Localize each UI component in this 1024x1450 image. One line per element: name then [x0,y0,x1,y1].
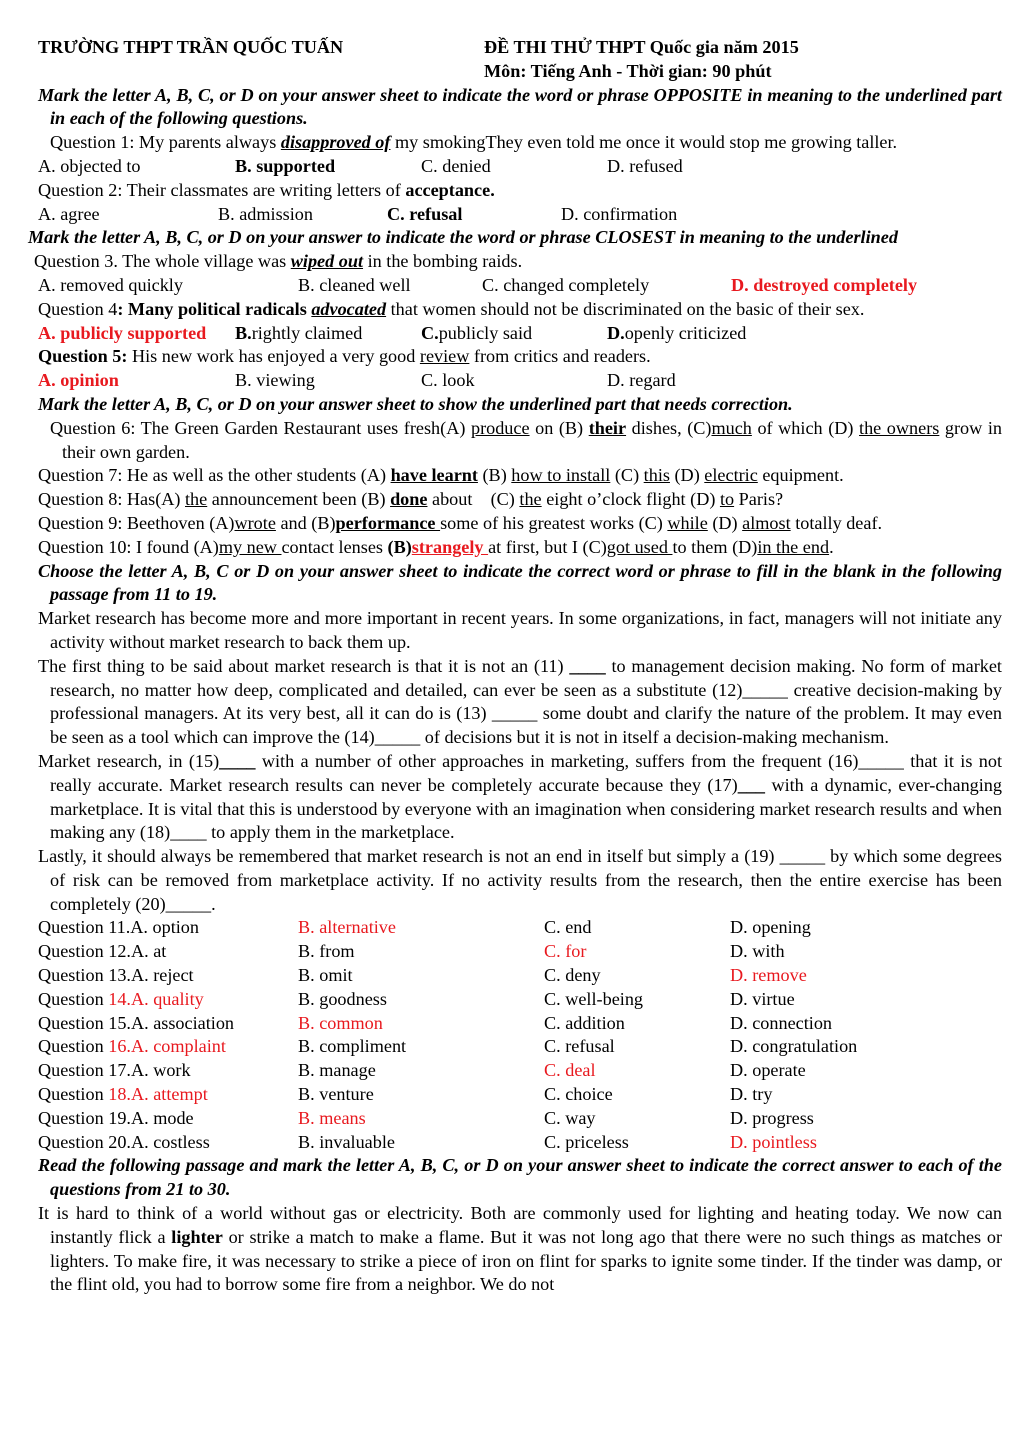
instruction-reading: Read the following passage and mark the letter A, B, C, or D on your answer sheet to indicate the correct answer to each of the questions from 21 to 30. [38,1155,1002,1200]
q18-option-c: C. choice [544,1084,613,1105]
reading-passage [38,1202,1002,1297]
q18-option-a: 18.A. attempt [108,1084,208,1105]
q17-option-c: C. deal [544,1060,596,1081]
q19-label: Question 19. [38,1107,131,1128]
question-7 [38,464,1002,488]
q10-part-b: strangely [411,536,489,557]
q6-part-b: their [588,417,627,438]
q10-part-d: in the end [757,536,830,557]
q15-option-a: A. association [130,1012,235,1033]
q1-underlined: disapproved of [280,132,391,153]
q16-label: Question [38,1036,109,1057]
q1-option-a: A. objected to [38,155,141,176]
q4-options [38,322,1002,346]
q8-part-b: done [390,489,428,510]
q9-t3: some of his greatest works (C) [440,512,668,533]
q9-part-b: performance [335,512,441,533]
q1-option-c: C. denied [421,155,491,176]
q5-text: His new work has enjoyed a very good [127,346,420,367]
q8-t5: Paris? [734,489,784,510]
q17-option-d: D. operate [730,1060,806,1081]
q4-text-end: that women should not be discriminated on the basic of their sex. [386,298,865,319]
p2-a: The first thing to be said about market research is that it is not an (11) [38,655,570,676]
answer-row-13 [38,964,1002,988]
instruction-closest: Mark the letter A, B, C, or D on your answer to indicate the word or phrase CLOSEST in meaning to the underlined [28,227,898,248]
reading-p1b: or strike a match to make a flame. But it was not long ago that there were no such things as matches or lighters. To make fire, it was necessary to strike a piece of iron on flint for sparks to ignite some tinder. If the tinder was damp, or the flint old, you had to borrow some fire from a neighbor. We do not [50,1226,1002,1295]
q4-option-d-letter: D. [607,322,625,343]
q2-options [38,203,1002,227]
q3-text-end: in the bombing raids. [363,251,523,272]
q6-t5: grow in their own garden. [62,417,1003,462]
school-name: TRƯỜNG THPT TRẦN QUỐC TUẤN [38,37,344,57]
q17-label: Question 17. [38,1060,131,1081]
q12-option-b: B. from [298,941,355,962]
q8-part-c: the [519,489,542,510]
q6-t3: dishes, (C) [626,417,712,438]
q4-option-c-letter: C. [421,322,439,343]
q12-label: Question 12. [38,941,131,962]
answer-row-18 [38,1083,1002,1107]
passage-paragraph-2 [38,655,1002,750]
q6-part-d: the owners [859,417,940,438]
q9-t2: and (B) [275,512,336,533]
passage-paragraph-4: Lastly, it should always be remembered that market research is not an end in itself but simply a (19) _____ by which some degrees of risk can be removed from marketplace activity. If no activity results from the research, then the entire exercise has been completely (20)_____. [38,846,1002,914]
q10-t5: . [829,536,834,557]
answer-row-19 [38,1107,1002,1131]
q8-t2: announcement been (B) [207,489,391,510]
q3-option-a: A. removed quickly [38,274,183,295]
q14-option-d: D. virtue [730,988,795,1009]
blank-15: ____ [219,750,256,771]
question-9 [38,512,1002,536]
instruction-correction: Mark the letter A, B, C, or D on your answer sheet to show the underlined part that needs correction. [38,393,793,414]
q10-t3: at first, but I (C) [488,536,607,557]
q9-t4: (D) [707,512,743,533]
exam-subject: Môn: Tiếng Anh - Thời gian: 90 phút [484,60,772,81]
q8-part-d: to [719,489,735,510]
q5-option-d: D. regard [607,370,676,391]
q4-option-d: openly criticized [624,322,747,343]
q18-option-b: B. venture [298,1084,374,1105]
q2-option-a: A. agree [38,203,100,224]
q7-t3: (C) [610,465,644,486]
q3-option-c: C. changed completely [482,274,650,295]
q8-t3: about (C) [427,489,520,510]
q9-t1: Question 9: Beethoven (A) [38,512,235,533]
answer-row-17 [38,1059,1002,1083]
q18-option-d: D. try [730,1084,773,1105]
q14-option-c: C. well-being [544,988,644,1009]
q7-part-d: electric [704,465,758,486]
p3-a: Market research, in (15) [38,750,220,771]
q11-label: Question 11. [38,917,131,938]
q14-label: Question [38,988,109,1009]
q15-option-b: B. common [298,1012,383,1033]
q7-part-b: how to install [511,465,611,486]
q7-t1: Question 7: He as well as the other students (A) [38,465,391,486]
q7-t4: (D) [669,465,705,486]
question-3 [34,250,1002,274]
q13-option-a: A. reject [130,965,194,986]
q4-option-c: publicly said [438,322,533,343]
q16-option-b: B. compliment [298,1036,407,1057]
q2-option-b: B. admission [218,203,313,224]
q12-option-d: D. with [730,941,785,962]
answer-row-15 [38,1012,1002,1036]
q2-option-c: C. refusal [387,203,463,224]
instruction-opposite: Mark the letter A, B, C, or D on your answer sheet to indicate the word or phrase OPPOSITE in meaning to the underlined part in each of the following questions. [38,84,1002,129]
q1-option-d: D. refused [607,155,683,176]
q15-option-d: D. connection [730,1012,833,1033]
q12-option-c: C. for [544,941,587,962]
q19-option-a: A. mode [130,1107,194,1128]
q13-label: Question 13. [38,965,131,986]
question-8 [38,488,1002,512]
q3-option-b: B. cleaned well [298,274,411,295]
p3-b: with a number of other approaches in marketing, suffers from the frequent (16)_____ that it is not really accurate. Market research results can never be completely accurate because they (17) [50,750,1002,795]
q8-t1: Question 8: Has(A) [38,489,185,510]
q20-label: Question 20. [38,1131,131,1152]
exam-title: ĐỀ THI THỬ THPT Quốc gia năm 2015 [484,37,799,57]
q15-label: Question 15. [38,1012,131,1033]
answer-row-12 [38,940,1002,964]
q6-t1: Question 6: The Green Garden Restaurant uses fresh(A) [50,417,471,438]
q1-option-b: B. supported [235,155,336,176]
q7-t5: equipment. [757,465,844,486]
p2-b: to management decision making. No form of market research, no matter how deep, complicated and detailed, can ever be seen as a substitute (12)_____ creative decision-making by professional managers. At its very best, all it can do is (13) _____ some doubt and clarify the nature of the problem. It may even be seen as a tool which can improve the (14)_____ of decisions but it is not in itself a decision-making mechanism. [50,655,1002,748]
q1-options [38,155,1002,179]
answer-row-11 [38,916,1002,940]
q11-option-a: A. option [130,917,199,938]
q10-part-a: my new [218,536,282,557]
q9-part-c: while [667,512,708,533]
q7-t2: (B) [477,465,512,486]
q7-part-c: this [643,465,670,486]
q5-text-end: from critics and readers. [469,346,651,367]
q20-option-a: A. costless [130,1131,210,1152]
question-5 [38,345,1002,369]
header [38,36,1002,60]
q10-part-c: got used [606,536,673,557]
q6-part-a: produce [470,417,530,438]
q11-option-d: D. opening [730,917,811,938]
instruction-passage-fill: Choose the letter A, B, C or D on your answer sheet to indicate the correct word or phrase to fill in the blank in the following passage from 11 to 19. [38,560,1002,605]
q10-t1: Question 10: I found (A) [38,536,219,557]
passage-paragraph-1: Market research has become more and more important in recent years. In some organizations, in fact, managers will not initiate any activity without market research to back them up. [38,608,1002,652]
q3-underlined: wiped out [290,251,364,272]
q14-option-b: B. goodness [298,988,387,1009]
q20-option-d: D. pointless [730,1131,817,1152]
q9-part-d: almost [742,512,791,533]
q13-option-d: D. remove [730,965,807,986]
q11-option-c: C. end [544,917,592,938]
blank-11: ____ [569,655,606,676]
q14-option-a: 14.A. quality [108,988,204,1009]
answer-row-14 [38,988,1002,1012]
q4-option-b: rightly claimed [251,322,363,343]
q17-option-a: A. work [130,1060,191,1081]
q13-option-b: B. omit [298,965,353,986]
question-1 [38,131,1002,155]
q1-text-end: my smokingThey even told me once it would stop me growing taller. [390,132,898,153]
q4-underlined: advocated [311,298,387,319]
q6-t2: on (B) [529,417,589,438]
q10-t2: contact lenses [281,536,388,557]
q3-options [38,274,1002,298]
answer-row-16 [38,1035,1002,1059]
q5-option-b: B. viewing [235,370,315,391]
q4-label: Question 4 [38,298,118,319]
q4-option-a: A. publicly supported [38,322,207,343]
q12-option-a: A. at [130,941,167,962]
q2-option-d: D. confirmation [561,203,678,224]
reading-keyword: lighter [171,1226,223,1247]
passage-paragraph-3 [38,750,1002,845]
p3-c: with a dynamic, ever-changing marketplace. It is vital that this is understood by everyone with an imagination when considering market research results and when making any (18)____ to apply them in the marketplace. [50,774,1002,843]
answer-row-20 [38,1131,1002,1155]
q1-text: Question 1: My parents always [50,132,281,153]
q7-part-a: have learnt [390,465,478,486]
q19-option-b: B. means [298,1107,366,1128]
q19-option-d: D. progress [730,1107,814,1128]
q4-option-b-letter: B. [235,322,252,343]
q20-option-c: C. priceless [544,1131,629,1152]
q8-part-a: the [185,489,208,510]
q5-option-c: C. look [421,370,475,391]
blank-17: ___ [737,774,765,795]
q16-option-c: C. refusal [544,1036,615,1057]
q3-option-d: D. destroyed completely [731,274,918,295]
q10-t4: to them (D) [672,536,758,557]
q5-label: Question 5: [38,346,128,367]
question-10 [38,536,1002,560]
q16-option-d: D. congratulation [730,1036,858,1057]
q17-option-b: B. manage [298,1060,376,1081]
q8-t4: eight o’clock flight (D) [541,489,720,510]
q2-text: Question 2: Their classmates are writing letters of [38,179,406,200]
q5-underlined: review [419,346,470,367]
q10-b-label: (B) [387,536,412,557]
q15-option-c: C. addition [544,1012,625,1033]
question-4 [38,298,1002,322]
q11-option-b: B. alternative [298,917,396,938]
q18-label: Question [38,1084,109,1105]
q4-text: : Many political radicals [117,298,312,319]
q16-option-a: 16.A. complaint [108,1036,226,1057]
question-2 [38,179,1002,203]
answer-grid [38,916,1002,1154]
question-6 [38,417,1002,465]
q13-option-c: C. deny [544,965,601,986]
q5-options [38,369,1002,393]
reading-p1a: It is hard to think of a world without gas or electricity. Both are commonly used for lighting and heating today. We now can instantly flick a [38,1203,1002,1247]
q2-keyword: acceptance. [405,179,495,200]
q9-t5: totally deaf. [790,512,883,533]
q6-t4: of which (D) [751,417,860,438]
q20-option-b: B. invaluable [298,1131,395,1152]
q9-part-a: wrote [234,512,276,533]
q19-option-c: C. way [544,1107,596,1128]
q6-part-c: much [711,417,752,438]
q5-option-a: A. opinion [38,370,119,391]
q3-text: Question 3. The whole village was [34,251,291,272]
